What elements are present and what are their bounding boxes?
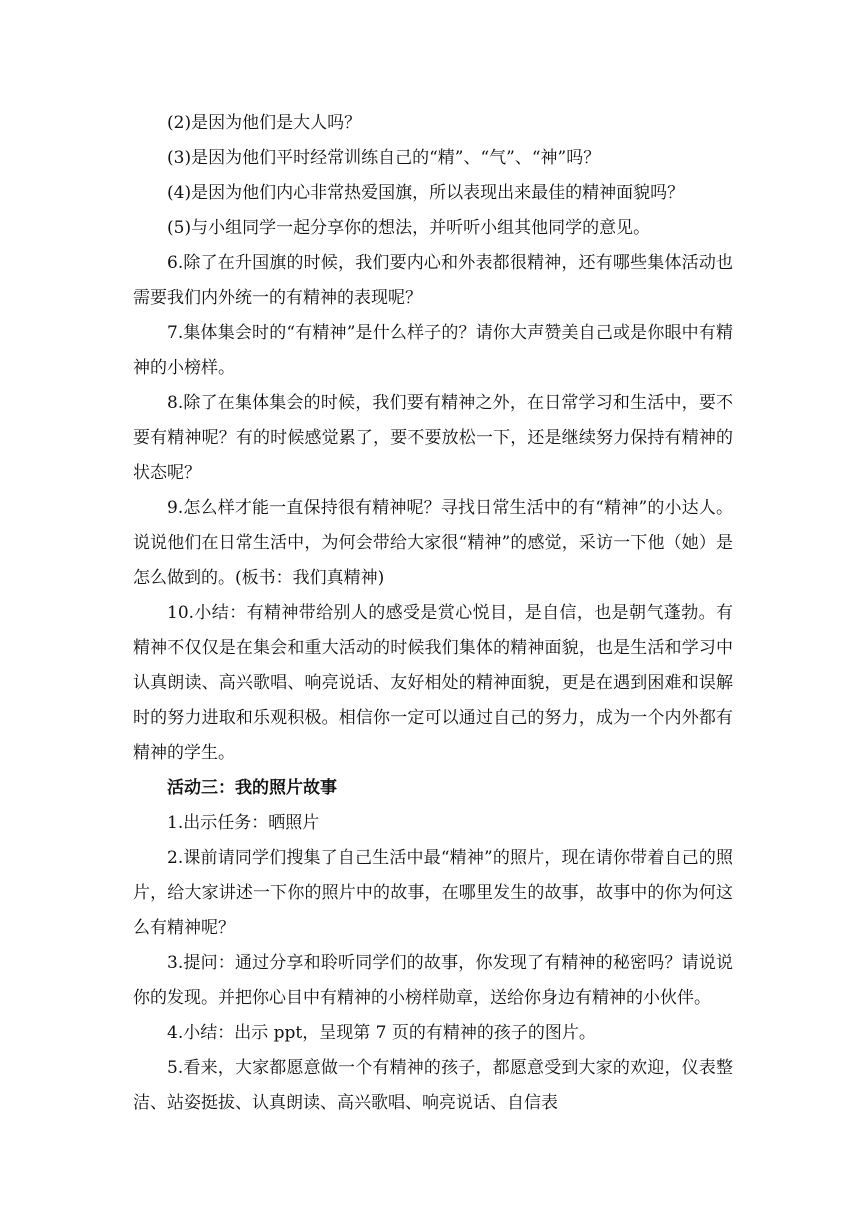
activity-3-step-3: 3.提问：通过分享和聆听同学们的故事，你发现了有精神的秘密吗？请说说你的发现。并把你心目中有精神的小榜样勋章，送给你身边有精神的小伙伴。 (133, 953, 733, 1008)
question-2: (2)是因为他们是大人吗？ (167, 113, 362, 133)
activity-3-step-4: 4.小结：出示 ppt，呈现第 7 页的有精神的孩子的图片。 (167, 1023, 596, 1043)
step-9: 9.怎么样才能一直保持很有精神呢？寻找日常生活中的有“精神”的小达人。说说他们在日常生活中，为何会带给大家很“精神”的感觉，采访一下他（她）是怎么做到的。(板书：我们真精神) (133, 498, 733, 588)
step-10-summary: 10.小结：有精神带给别人的感受是赏心悦目，是自信，也是朝气蓬勃。有精神不仅仅是在集会和重大活动的时候我们集体的精神面貌，也是生活和学习中认真朗读、高兴歌唱、响亮说话、友好相处的精神面貌，更是在遇到困难和误解时的努力进取和乐观积极。相信你一定可以通过自己的努力，成为一个内外都有精神的学生。 (133, 603, 733, 763)
step-6: 6.除了在升国旗的时候，我们要内心和外表都很精神，还有哪些集体活动也需要我们内外统一的有精神的表现呢？ (133, 253, 733, 308)
document-body (133, 106, 733, 1121)
step-7: 7.集体集会时的“有精神”是什么样子的？请你大声赞美自己或是你眼中有精神的小榜样。 (133, 323, 733, 378)
activity-3-step-5: 5.看来，大家都愿意做一个有精神的孩子，都愿意受到大家的欢迎，仪表整洁、站姿挺拔、认真朗读、高兴歌唱、响亮说话、自信表 (133, 1058, 733, 1113)
question-5: (5)与小组同学一起分享你的想法，并听听小组其他同学的意见。 (167, 218, 651, 238)
question-4: (4)是因为他们内心非常热爱国旗，所以表现出来最佳的精神面貌吗？ (167, 183, 685, 203)
step-8: 8.除了在集体集会的时候，我们要有精神之外，在日常学习和生活中，要不要有精神呢？有的时候感觉累了，要不要放松一下，还是继续努力保持有精神的状态呢？ (133, 393, 733, 483)
question-3: (3)是因为他们平时经常训练自己的“精”、“气”、“神”吗？ (167, 148, 601, 168)
activity-3-step-1: 1.出示任务：晒照片 (167, 813, 320, 833)
activity-3-heading: 活动三：我的照片故事 (167, 778, 337, 798)
activity-3-step-2: 2.课前请同学们搜集了自己生活中最“精神”的照片，现在请你带着自己的照片，给大家讲述一下你的照片中的故事，在哪里发生的故事，故事中的你为何这么有精神呢？ (133, 848, 733, 938)
